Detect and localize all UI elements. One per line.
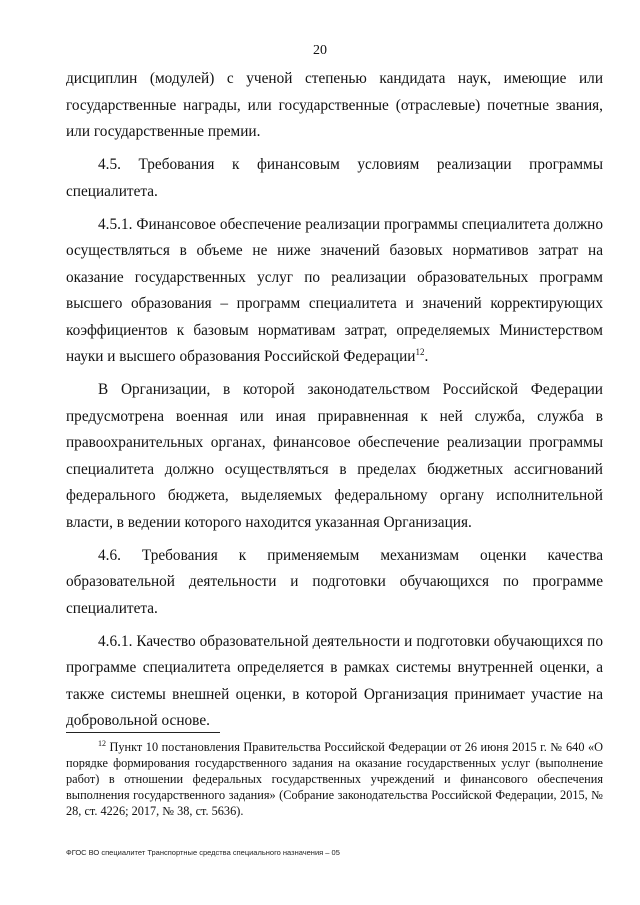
footnote-separator: [66, 732, 220, 733]
paragraph-text: 4.5.1. Финансовое обеспечение реализации программы специалитета должно осуществляться в объеме не ниже значений базовых нормативов затрат на оказание государственных услуг по реализации образовательных программ высшего образования – программ специалитета и значений корректирующих коэффициентов к базовым нормативам затрат, определяемых Министерством науки и высшего образования Российской Федерации: [66, 215, 603, 365]
paragraph-section-4-6-1: [66, 629, 603, 735]
page-number: 20: [313, 43, 327, 58]
footnote-reference: 12: [415, 346, 425, 357]
paragraph-text: дисциплин (модулей) с ученой степенью кандидата наук, имеющие или государственные награды, или государственные (отраслевые) почетные звания, или государственные премии.: [66, 70, 603, 140]
paragraph-section-4-6: [66, 543, 603, 623]
paragraph-section-4-5-1: 4.5.1. Финансовое обеспечение реализации программы специалитета должно осуществляться в объеме не ниже значений базовых нормативов затрат на оказание государственных услуг по реализации образовательных программ высшего образования – программ специалитета и значений корректирующих коэффициентов к базовым нормативам затрат, определяемых Министерством науки и высшего образования Российской Федерации$^{12}$.: [66, 215, 603, 365]
paragraph-text: В Организации, в которой законодательством Российской Федерации предусмотрена военная или иная приравненная к ней служба, служба в правоохранительных органах, финансовое обеспечение реализации программы специалитета должно осуществляться в пределах бюджетных ассигнований федерального бюджета, выделяемых федеральному органу исполнительной власти, в ведении которого находится указанная Организация.: [66, 381, 603, 531]
paragraph-text: 4.6.1. Качество образовательной деятельности и подготовки обучающихся по программе специалитета определяется в рамках системы внутренней оценки, а также системы внешней оценки, в которой Организация принимает участие на добровольной основе.: [66, 632, 603, 729]
footnote-text: Пункт 10 постановления Правительства Российской Федерации от 26 июня 2015 г. № 640 «О порядке формирования государственного задания на оказание государственных услуг (выполнение работ) в отношении федеральных государственных учреждений и финансового обеспечения выполнения государственного задания» (Собрание законодательства Российской Федерации, 2015, № 28, ст. 4226; 2017, № 38, ст. 5636).: [66, 740, 603, 818]
paragraph-staff-qualifications: [66, 66, 603, 146]
footnote-mark: 12: [98, 738, 106, 748]
paragraph-text: 4.5. Требования к финансовым условиям реализации программы специалитета.: [66, 156, 603, 200]
paragraph-section-4-5: [66, 152, 603, 205]
document-footer: ФГОС ВО специалитет Транспортные средства специального назначения – 05: [66, 848, 340, 857]
paragraph-military-organizations: [66, 377, 603, 536]
document-body: [66, 66, 603, 741]
footnote: [66, 739, 603, 819]
paragraph-text: 4.6. Требования к применяемым механизмам оценки качества образовательной деятельности и подготовки обучающихся по программе специалитета.: [66, 546, 603, 617]
